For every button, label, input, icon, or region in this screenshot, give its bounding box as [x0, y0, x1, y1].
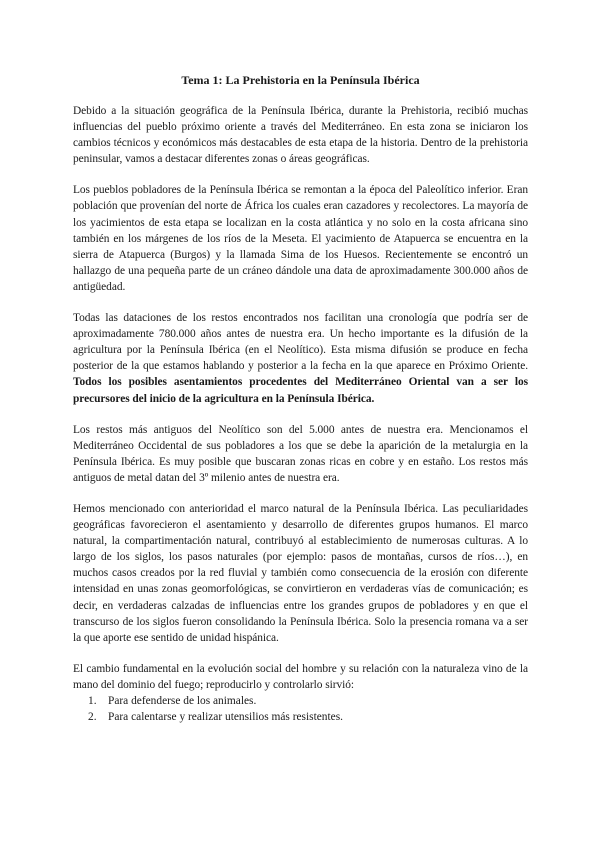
list-item [73, 693, 528, 709]
document-page [73, 72, 528, 725]
paragraph-intro: Debido a la situación geográfica de la Península Ibérica, durante la Prehistoria, recibió muchas influencias del pueblo próximo oriente a través del Mediterráneo. En esta zona se iniciaron los cambios técnicos y económicos más destacables de esta etapa de la historia. Dentro de la prehistoria peninsular, vamos a destacar diferentes zonas o áreas geográficas. [73, 105, 528, 166]
paragraph-dataciones-text: Todas las dataciones de los restos encontrados nos facilitan una cronología que podría ser de aproximadamente 780.000 años antes de nuestra era. Un hecho importante es la difusión de la agricultura por la Península Ibérica (en el Neolítico). Esta misma difusión se produce en fecha posterior de la que estamos hablando y posterior a la fecha en la que aparece en Próximo Oriente. [73, 312, 528, 373]
list-item-number: 1. [88, 695, 97, 707]
paragraph-marco-natural: Hemos mencionado con anterioridad el marco natural de la Península Ibérica. Las peculiaridades geográficas favorecieron el asentamiento y desarrollo de diferentes grupos humanos. El marco natural, la compartimentación natural, contribuyó al establecimiento de numerosas culturas. A lo largo de los siglos, los pasos naturales (por ejemplo: pasos de montañas, cursos de ríos…), en muchos casos creados por la red fluvial y también como consecuencia de la erosión con diferente intensidad en unas zonas geomorfológicas, se convirtieron en verdaderas vías de comunicación; es decir, en verdaderas calzadas de influencias entre los grandes grupos de pobladores y en que el transcurso de los siglos fueron consolidando la Península Ibérica. Solo la presencia romana va a ser la que aporte ese sentido de unidad hispánica. [73, 502, 528, 644]
paragraph-fuego: El cambio fundamental en la evolución social del hombre y su relación con la naturaleza vino de la mano del dominio del fuego; reproducirlo y controlarlo sirvió: [73, 662, 528, 691]
paragraph-neolitico: Los restos más antiguos del Neolítico son del 5.000 antes de nuestra era. Mencionamos el Mediterráneo Occidental de sus pobladores a los que se debe la aparición de la metalurgia en la Península Ibérica. Es muy posible que buscaran zonas ricas en cobre y en estaño. Los restos más antiguos de metal datan del 3º milenio antes de nuestra era. [73, 423, 528, 484]
list-item-text: Para calentarse y realizar utensilios más resistentes. [108, 711, 343, 724]
numbered-list [73, 693, 528, 725]
list-item-text: Para defenderse de los animales. [108, 695, 257, 707]
list-item-number: 2. [88, 711, 97, 724]
list-item [73, 709, 528, 725]
paragraph-pobladores: Los pueblos pobladores de la Península Ibérica se remontan a la época del Paleolítico inferior. Eran población que provenían del norte de África los cuales eran cazadores y recolectores. La mayoría de los yacimientos de esta etapa se localizan en la costa atlántica y no solo en la costa africana sino también en los márgenes de los ríos de la Meseta. El yacimiento de Atapuerca se encuentra en la sierra de Atapuerca (Burgos) y la llamada Sima de los Huesos. Recientemente se encontró un hallazgo de una pequeña parte de un cráneo dándole una data de aproximadamente 300.000 años de antigüedad. [73, 184, 528, 293]
paragraph-dataciones-bold: Todos los posibles asentamientos procedentes del Mediterráneo Oriental van a ser los precursores del inicio de la agricultura en la Península Ibérica. [73, 376, 528, 405]
paragraph-dataciones [73, 310, 528, 407]
document-title: Tema 1: La Prehistoria en la Península Ibérica [181, 73, 420, 87]
